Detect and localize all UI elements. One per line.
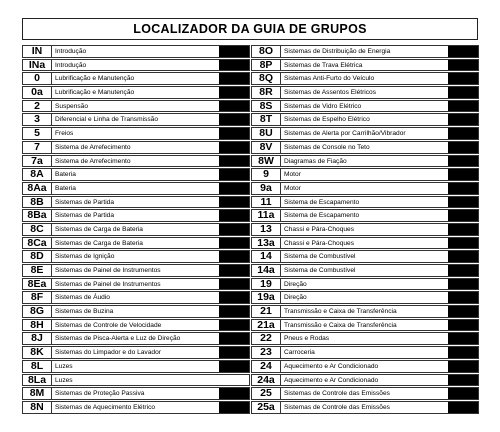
group-label: Suspensão	[55, 102, 88, 110]
group-label: Sistemas de Espelho Elétrico	[284, 116, 370, 124]
section-tab-marker	[448, 238, 478, 249]
group-row[interactable]	[251, 155, 479, 168]
group-label: Aquecimento e Ar Condicionado	[284, 362, 379, 370]
group-label: Transmissão e Caixa de Transferência	[284, 308, 397, 316]
section-tab-marker	[219, 128, 249, 139]
group-label: Sistemas de Controle das Emissões	[284, 390, 390, 398]
group-row[interactable]	[22, 305, 250, 318]
group-row[interactable]	[22, 346, 250, 359]
group-row[interactable]	[251, 346, 479, 359]
section-tab-marker	[448, 265, 478, 276]
group-code: 8A	[23, 169, 52, 180]
group-label: Sistemas de Controle de Velocidade	[55, 321, 162, 329]
group-code: 8V	[252, 142, 281, 153]
section-tab-marker	[219, 224, 249, 235]
group-row[interactable]	[22, 113, 250, 126]
group-row[interactable]	[22, 45, 250, 58]
group-code: 11	[252, 197, 281, 208]
group-code: 14a	[252, 265, 281, 276]
group-row[interactable]	[22, 86, 250, 99]
group-code: 8O	[252, 46, 281, 57]
group-row[interactable]	[22, 100, 250, 113]
group-label: Freios	[55, 130, 74, 138]
group-code: 8R	[252, 87, 281, 98]
group-code: 9a	[252, 183, 281, 194]
group-label: Sistemas de Partida	[55, 212, 115, 220]
group-code: IN	[23, 46, 52, 57]
group-row[interactable]	[251, 182, 479, 195]
group-row[interactable]	[251, 141, 479, 154]
group-label: Sistemas de Pisca-Alerta e Luz de Direção	[55, 335, 181, 343]
group-code: 8C	[23, 224, 52, 235]
group-row[interactable]	[22, 401, 250, 414]
group-code: 8U	[252, 128, 281, 139]
group-code: 19a	[252, 292, 281, 303]
section-tab-marker	[219, 347, 249, 358]
group-label: Lubrificação e Manutenção	[55, 75, 135, 83]
section-tab-marker	[219, 87, 249, 98]
section-tab-marker	[219, 156, 249, 167]
group-code: 19	[252, 279, 281, 290]
group-code: 14	[252, 251, 281, 262]
group-code: 8D	[23, 251, 52, 262]
group-code: 3	[23, 114, 52, 125]
group-code: 8T	[252, 114, 281, 125]
group-code: 8J	[23, 333, 52, 344]
group-row[interactable]	[251, 360, 479, 373]
group-label: Sistemas de Vidro Elétrico	[284, 102, 362, 110]
group-row[interactable]	[22, 237, 250, 250]
section-tab-marker	[448, 183, 478, 194]
group-code: 8K	[23, 347, 52, 358]
group-row[interactable]	[251, 223, 479, 236]
group-row[interactable]	[251, 291, 479, 304]
group-code: 8M	[23, 388, 52, 399]
group-row[interactable]	[251, 127, 479, 140]
group-code: 0a	[23, 87, 52, 98]
group-label: Direção	[284, 294, 307, 302]
group-label: Sistemas de Distribuição de Energia	[284, 48, 391, 55]
group-label: Introdução	[55, 48, 87, 55]
section-tab-marker	[219, 183, 249, 194]
section-tab-marker	[219, 320, 249, 331]
section-tab-marker	[219, 251, 249, 262]
section-tab-marker	[219, 142, 249, 153]
group-row[interactable]	[251, 278, 479, 291]
section-tab-marker	[448, 388, 478, 399]
section-tab-marker	[219, 73, 249, 84]
group-row[interactable]	[251, 86, 479, 99]
group-label: Sistemas de Carga de Bateria	[55, 239, 143, 247]
group-code: 8Ba	[23, 210, 52, 221]
group-row[interactable]	[251, 250, 479, 263]
group-row[interactable]	[251, 209, 479, 222]
section-tab-marker	[448, 60, 478, 71]
group-label: Sistemas de Console no Teto	[284, 143, 370, 151]
group-row[interactable]	[251, 387, 479, 400]
section-tab-marker	[219, 114, 249, 125]
group-code: 8W	[252, 156, 281, 167]
section-tab-marker	[448, 73, 478, 84]
group-row[interactable]	[22, 209, 250, 222]
group-label: Sistemas de Proteção Passiva	[55, 390, 145, 398]
group-row[interactable]	[251, 196, 479, 209]
group-label: Sistemas do Limpador e do Lavador	[55, 349, 161, 357]
group-row[interactable]	[251, 237, 479, 250]
group-code: 9	[252, 169, 281, 180]
group-code: 25a	[252, 402, 281, 413]
section-tab-marker	[448, 128, 478, 139]
group-row[interactable]	[251, 374, 479, 387]
group-label: Sistemas de Carga de Bateria	[55, 225, 143, 233]
group-row[interactable]	[22, 168, 250, 181]
group-label: Motor	[284, 171, 301, 179]
group-label: Sistemas de Ignição	[55, 253, 115, 261]
group-label: Sistemas de Partida	[55, 198, 115, 206]
group-list-left	[22, 45, 250, 415]
group-label: Sistema de Escapamento	[284, 198, 360, 206]
section-tab-marker	[448, 101, 478, 112]
group-row[interactable]	[251, 332, 479, 345]
group-label: Sistemas de Buzina	[55, 308, 114, 316]
section-tab-marker	[448, 197, 478, 208]
section-tab-marker	[448, 142, 478, 153]
group-label: Sistema de Arrefecimento	[55, 143, 131, 151]
group-code: 8P	[252, 60, 281, 71]
section-tab-marker	[219, 169, 249, 180]
group-code: 11a	[252, 210, 281, 221]
group-row[interactable]	[22, 360, 250, 373]
section-tab-marker	[219, 60, 249, 71]
group-row[interactable]	[22, 374, 250, 387]
group-row[interactable]	[22, 319, 250, 332]
group-row[interactable]	[22, 291, 250, 304]
section-tab-marker	[448, 292, 478, 303]
group-label: Transmissão e Caixa de Transferência	[284, 321, 397, 329]
section-tab-marker	[219, 361, 249, 372]
group-code: 8F	[23, 292, 52, 303]
group-row[interactable]	[22, 141, 250, 154]
group-code: 13a	[252, 238, 281, 249]
page-title: LOCALIZADOR DA GUIA DE GRUPOS	[22, 18, 478, 40]
section-tab-marker	[219, 402, 249, 413]
section-tab-marker	[448, 87, 478, 98]
group-label: Sistema de Escapamento	[284, 212, 360, 220]
group-label: Bateria	[55, 184, 76, 192]
section-tab-marker	[219, 333, 249, 344]
section-tab-marker	[448, 224, 478, 235]
group-label: Luzes	[55, 376, 73, 384]
group-code: 8N	[23, 402, 52, 413]
group-label: Motor	[284, 184, 301, 192]
section-tab-marker	[448, 375, 478, 386]
group-code: 8L	[23, 361, 52, 372]
group-code: 2	[23, 101, 52, 112]
group-label: Diferencial e Linha de Transmissão	[55, 116, 158, 124]
group-label: Introdução	[55, 61, 87, 69]
section-tab-marker	[219, 306, 249, 317]
section-tab-marker	[219, 210, 249, 221]
group-code: 8B	[23, 197, 52, 208]
group-code: 7a	[23, 156, 52, 167]
section-tab-marker	[448, 114, 478, 125]
section-tab-marker	[219, 265, 249, 276]
section-tab-marker	[448, 347, 478, 358]
group-code: 8Ca	[23, 238, 52, 249]
group-row[interactable]	[251, 401, 479, 414]
group-row[interactable]	[251, 113, 479, 126]
group-row[interactable]	[251, 72, 479, 85]
group-label: Sistemas de Controle das Emissões	[284, 403, 390, 411]
group-code: 21	[252, 306, 281, 317]
group-label: Sistemas de Painel de Instrumentos	[55, 267, 161, 274]
group-label: Sistemas de Assentos Elétricos	[284, 89, 376, 97]
group-label: Sistema de Arrefecimento	[55, 157, 131, 165]
section-tab-marker	[448, 156, 478, 167]
group-label: Sistemas de Painel de Instrumentos	[55, 280, 161, 288]
section-tab-marker	[219, 292, 249, 303]
group-code: 24a	[252, 375, 281, 386]
group-row[interactable]	[251, 168, 479, 181]
group-code: 8H	[23, 320, 52, 331]
section-tab-marker	[448, 320, 478, 331]
group-row[interactable]	[251, 264, 479, 277]
group-label: Sistemas Anti-Furto do Veículo	[284, 75, 375, 83]
group-code: 7	[23, 142, 52, 153]
section-tab-marker	[219, 238, 249, 249]
group-code: 22	[252, 333, 281, 344]
group-label: Sistemas de Alerta por Carrilhão/Vibrador	[284, 130, 406, 138]
group-code: 8Ea	[23, 279, 52, 290]
section-tab-marker	[448, 306, 478, 317]
group-row[interactable]	[22, 250, 250, 263]
section-tab-marker	[448, 46, 478, 57]
group-row[interactable]	[22, 264, 250, 277]
group-code: 8La	[23, 375, 52, 386]
section-tab-marker	[219, 279, 249, 290]
section-tab-marker	[219, 375, 249, 386]
group-label: Luzes	[55, 362, 73, 370]
group-code: 8Q	[252, 73, 281, 84]
section-tab-marker	[448, 402, 478, 413]
group-label: Bateria	[55, 171, 76, 179]
group-row[interactable]	[22, 59, 250, 72]
group-code: 13	[252, 224, 281, 235]
group-row[interactable]	[22, 278, 250, 291]
group-row[interactable]	[251, 100, 479, 113]
section-tab-marker	[448, 333, 478, 344]
group-code: 0	[23, 73, 52, 84]
group-code: 8Aa	[23, 183, 52, 194]
group-row[interactable]	[22, 155, 250, 168]
section-tab-marker	[448, 169, 478, 180]
section-tab-marker	[448, 279, 478, 290]
section-tab-marker	[219, 197, 249, 208]
section-tab-marker	[219, 388, 249, 399]
group-label: Sistemas de Aquecimento Elétrico	[55, 403, 156, 411]
group-label: Lubrificação e Manutenção	[55, 89, 135, 97]
group-code: 5	[23, 128, 52, 139]
section-tab-marker	[219, 101, 249, 112]
group-row[interactable]	[22, 182, 250, 195]
group-code: 21a	[252, 320, 281, 331]
group-label: Sistemas de Trava Elétrica	[284, 61, 363, 69]
group-row[interactable]	[22, 387, 250, 400]
group-label: Sistemas de Áudio	[55, 294, 110, 302]
group-row[interactable]	[22, 332, 250, 345]
group-code: 8G	[23, 306, 52, 317]
group-code: 23	[252, 347, 281, 358]
group-row[interactable]	[251, 305, 479, 318]
group-label: Chassi e Pára-Choques	[284, 239, 355, 247]
group-label: Diagramas de Fiação	[284, 157, 347, 165]
group-list-right	[251, 45, 479, 415]
group-row[interactable]	[251, 319, 479, 332]
group-row[interactable]	[22, 127, 250, 140]
group-code: 25	[252, 388, 281, 399]
section-tab-marker	[448, 361, 478, 372]
group-row[interactable]	[251, 45, 479, 58]
group-code: INa	[23, 60, 52, 71]
group-label: Aquecimento e Ar Condicionado	[284, 376, 379, 384]
section-tab-marker	[448, 210, 478, 221]
group-code: 8E	[23, 265, 52, 276]
group-label: Chassi e Pára-Choques	[284, 225, 355, 233]
group-row[interactable]	[22, 196, 250, 209]
group-row[interactable]	[22, 223, 250, 236]
group-code: 8S	[252, 101, 281, 112]
group-row[interactable]	[22, 72, 250, 85]
group-label: Sistema de Combustível	[284, 253, 356, 261]
group-label: Carroceria	[284, 349, 315, 357]
group-row[interactable]	[251, 59, 479, 72]
group-code: 24	[252, 361, 281, 372]
section-tab-marker	[448, 251, 478, 262]
group-label: Direção	[284, 280, 307, 288]
section-tab-marker	[219, 46, 249, 57]
group-label: Pneus e Rodas	[284, 335, 330, 343]
group-label: Sistema de Combustível	[284, 267, 356, 274]
